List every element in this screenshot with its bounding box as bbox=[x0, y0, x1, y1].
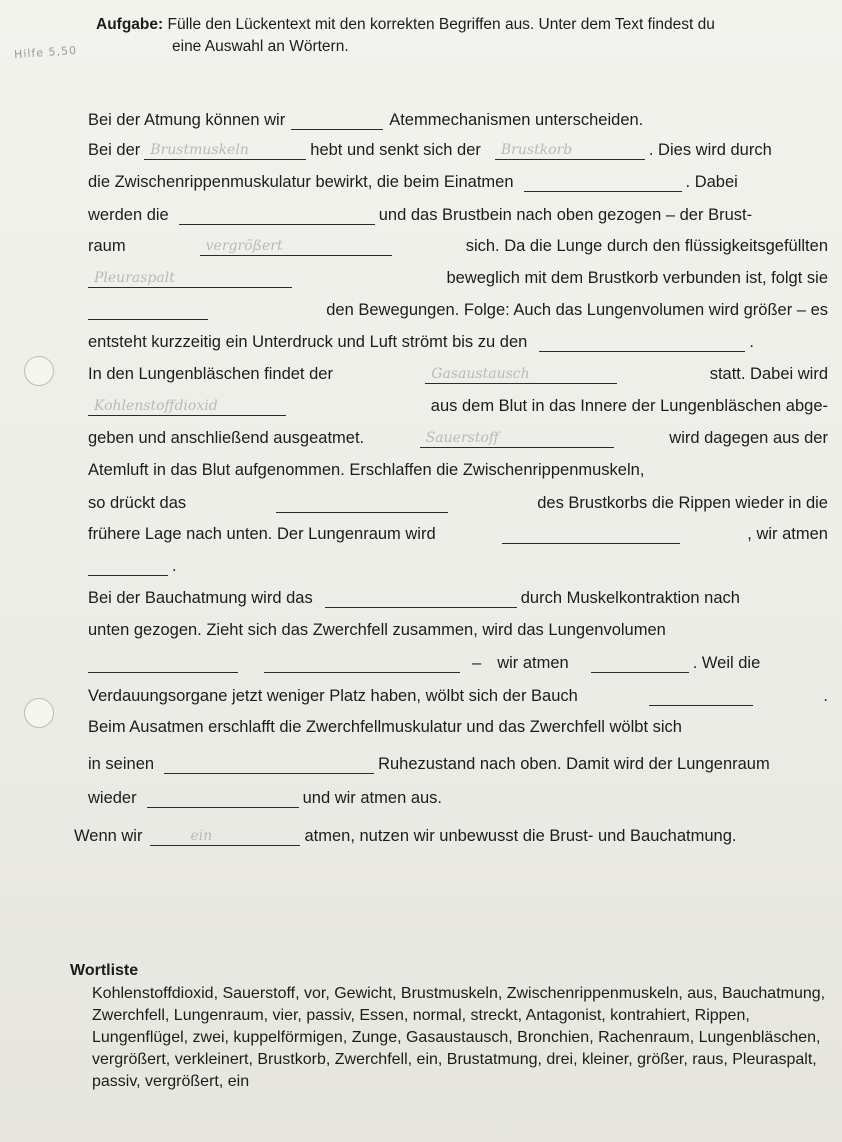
handwritten-answer: Pleuraspalt bbox=[94, 270, 175, 286]
text-fragment: – bbox=[472, 654, 482, 672]
text-line-20 bbox=[88, 711, 828, 737]
text-fragment: statt. Dabei wird bbox=[709, 365, 828, 383]
handwritten-answer: Gasaustausch bbox=[431, 366, 530, 382]
blank-field-23[interactable] bbox=[150, 828, 300, 846]
text-fragment: Bei der Bauchatmung wird das bbox=[88, 589, 313, 607]
text-line-7 bbox=[88, 294, 828, 320]
text-line-18 bbox=[88, 647, 828, 673]
blank-field-10[interactable] bbox=[425, 366, 617, 384]
text-line-12 bbox=[88, 454, 828, 480]
text-fragment: und wir atmen aus. bbox=[302, 789, 443, 807]
text-line-1 bbox=[88, 104, 828, 130]
text-line-23 bbox=[74, 820, 814, 846]
handwritten-answer: Sauerstoff bbox=[425, 430, 499, 446]
blank-field-8[interactable] bbox=[88, 302, 208, 320]
handwritten-answer: Brustmuskeln bbox=[150, 142, 249, 158]
text-fragment: In den Lungenbläschen findet der bbox=[88, 365, 333, 383]
text-line-10 bbox=[88, 390, 828, 416]
blank-field-18[interactable] bbox=[264, 655, 460, 673]
text-fragment: Ruhezustand nach oben. Damit wird der Lungenraum bbox=[378, 755, 770, 773]
blank-field-2[interactable] bbox=[144, 142, 306, 160]
text-fragment: so drückt das bbox=[88, 494, 187, 512]
task-label: Aufgabe: bbox=[96, 16, 164, 33]
text-fragment: beweglich mit dem Brustkorb verbunden ist, folgt sie bbox=[446, 269, 828, 287]
blank-field-1[interactable] bbox=[291, 112, 383, 130]
blank-field-12[interactable] bbox=[420, 430, 614, 448]
blank-field-14[interactable] bbox=[502, 526, 680, 544]
text-line-16 bbox=[88, 582, 828, 608]
text-line-9 bbox=[88, 358, 828, 384]
text-fragment: . Dies wird durch bbox=[648, 141, 772, 159]
blank-field-6[interactable] bbox=[200, 238, 392, 256]
text-line-8 bbox=[88, 326, 828, 352]
text-line-2 bbox=[88, 134, 828, 160]
text-fragment: werden die bbox=[88, 206, 169, 224]
text-line-13 bbox=[88, 487, 828, 513]
margin-pencil-note: Hilfe 5,50 bbox=[13, 43, 78, 62]
text-fragment: die Zwischenrippenmuskulatur bewirkt, die beim Einatmen bbox=[88, 173, 514, 191]
text-fragment: durch Muskelkontraktion nach bbox=[520, 589, 740, 607]
blank-field-7[interactable] bbox=[88, 270, 292, 288]
blank-field-9[interactable] bbox=[539, 334, 745, 352]
handwritten-answer: ein bbox=[190, 828, 213, 844]
text-fragment: raum bbox=[88, 237, 126, 255]
blank-field-5[interactable] bbox=[179, 207, 375, 225]
blank-field-21[interactable] bbox=[164, 756, 374, 774]
text-fragment: Verdauungsorgane jetzt weniger Platz haben, wölbt sich der Bauch bbox=[88, 687, 578, 705]
text-fragment: hebt und senkt sich der bbox=[310, 141, 481, 159]
text-fragment: unten gezogen. Zieht sich das Zwerchfell zusammen, wird das Lungenvolumen bbox=[88, 621, 666, 639]
blank-field-17[interactable] bbox=[88, 655, 238, 673]
blank-field-22[interactable] bbox=[147, 790, 299, 808]
text-fragment: des Brustkorbs die Rippen wieder in die bbox=[537, 494, 828, 512]
text-fragment: geben und anschließend ausgeatmet. bbox=[88, 429, 365, 447]
task-instruction bbox=[96, 14, 816, 55]
text-fragment: Beim Ausatmen erschlafft die Zwerchfellmuskulatur und das Zwerchfell wölbt sich bbox=[88, 718, 682, 736]
text-line-5 bbox=[88, 230, 828, 256]
text-fragment: aus dem Blut in das Innere der Lungenbläschen abge- bbox=[430, 397, 828, 415]
text-fragment: und das Brustbein nach oben gezogen – der Brust- bbox=[378, 206, 753, 224]
text-fragment: entsteht kurzzeitig ein Unterdruck und Luft strömt bis zu den bbox=[88, 333, 528, 351]
text-fragment: atmen, nutzen wir unbewusst die Brust- und Bauchatmung. bbox=[304, 827, 737, 845]
text-fragment: wird dagegen aus der bbox=[669, 429, 828, 447]
task-text-line1: Fülle den Lückentext mit den korrekten Begriffen aus. Unter dem Text findest du bbox=[167, 16, 715, 33]
text-fragment: wieder bbox=[88, 789, 137, 807]
text-fragment: Atemluft in das Blut aufgenommen. Erschlaffen die Zwischenrippenmuskeln, bbox=[88, 461, 645, 479]
text-fragment: Atemmechanismen unterscheiden. bbox=[389, 111, 644, 129]
task-text-line2: eine Auswahl an Wörtern. bbox=[172, 38, 349, 55]
text-fragment: Bei der Atmung können wir bbox=[88, 111, 286, 129]
handwritten-answer: Kohlenstoffdioxid bbox=[94, 398, 218, 414]
text-fragment: . bbox=[823, 687, 828, 705]
handwritten-answer: vergrößert bbox=[205, 238, 283, 254]
blank-field-3[interactable] bbox=[495, 142, 645, 160]
text-fragment: in seinen bbox=[88, 755, 155, 773]
blank-field-19[interactable] bbox=[591, 655, 689, 673]
text-fragment: sich. Da die Lunge durch den flüssigkeitsgefüllten bbox=[465, 237, 828, 255]
text-line-4 bbox=[88, 199, 828, 225]
blank-field-11[interactable] bbox=[88, 398, 286, 416]
text-fragment: Wenn wir bbox=[74, 827, 143, 845]
text-fragment: wir atmen bbox=[497, 654, 569, 672]
text-fragment: . Weil die bbox=[692, 654, 761, 672]
text-fragment: . Dabei bbox=[685, 173, 738, 191]
text-fragment: Bei der bbox=[88, 141, 141, 159]
text-fragment: . bbox=[749, 333, 754, 351]
blank-field-16[interactable] bbox=[325, 590, 517, 608]
punch-hole-top bbox=[24, 356, 54, 386]
text-fragment: . bbox=[172, 557, 177, 575]
text-line-11 bbox=[88, 422, 828, 448]
text-fragment: frühere Lage nach unten. Der Lungenraum wird bbox=[88, 525, 436, 543]
text-line-19 bbox=[88, 680, 828, 706]
text-fragment: den Bewegungen. Folge: Auch das Lungenvolumen wird größer – es bbox=[326, 301, 828, 319]
handwritten-answer: Brustkorb bbox=[500, 142, 573, 158]
text-line-15 bbox=[88, 550, 828, 576]
punch-hole-bottom bbox=[24, 698, 54, 728]
blank-field-4[interactable] bbox=[524, 174, 682, 192]
text-line-14 bbox=[88, 518, 828, 544]
text-line-3 bbox=[88, 166, 828, 192]
text-line-21 bbox=[88, 748, 828, 774]
text-fragment: , wir atmen bbox=[747, 525, 828, 543]
text-line-22 bbox=[88, 782, 828, 808]
text-line-6 bbox=[88, 262, 828, 288]
blank-field-13[interactable] bbox=[276, 495, 448, 513]
wordlist-text: Kohlenstoffdioxid, Sauerstoff, vor, Gewicht, Brustmuskeln, Zwischenrippenmuskeln, aus, Bauchatmung, Zwerchfell, Lungenraum, vier, passiv, Essen, normal, streckt, Antagonist, kontrahiert, Rippen, Lungenflügel, zwei, kuppelförmigen, Zunge, Gasaustausch, Bronchien, Rachenraum, Lungenbläschen, vergrößert, verkleinert, Brustkorb, Zwerchfell, ein, Brustatmung, drei, kleiner, größer, raus, Pleuraspalt, passiv, vergrößert, ein bbox=[92, 985, 826, 1090]
blank-field-15[interactable] bbox=[88, 558, 168, 576]
blank-field-20[interactable] bbox=[649, 688, 753, 706]
wordlist-title: Wortliste bbox=[70, 962, 139, 979]
text-line-17 bbox=[88, 614, 828, 640]
